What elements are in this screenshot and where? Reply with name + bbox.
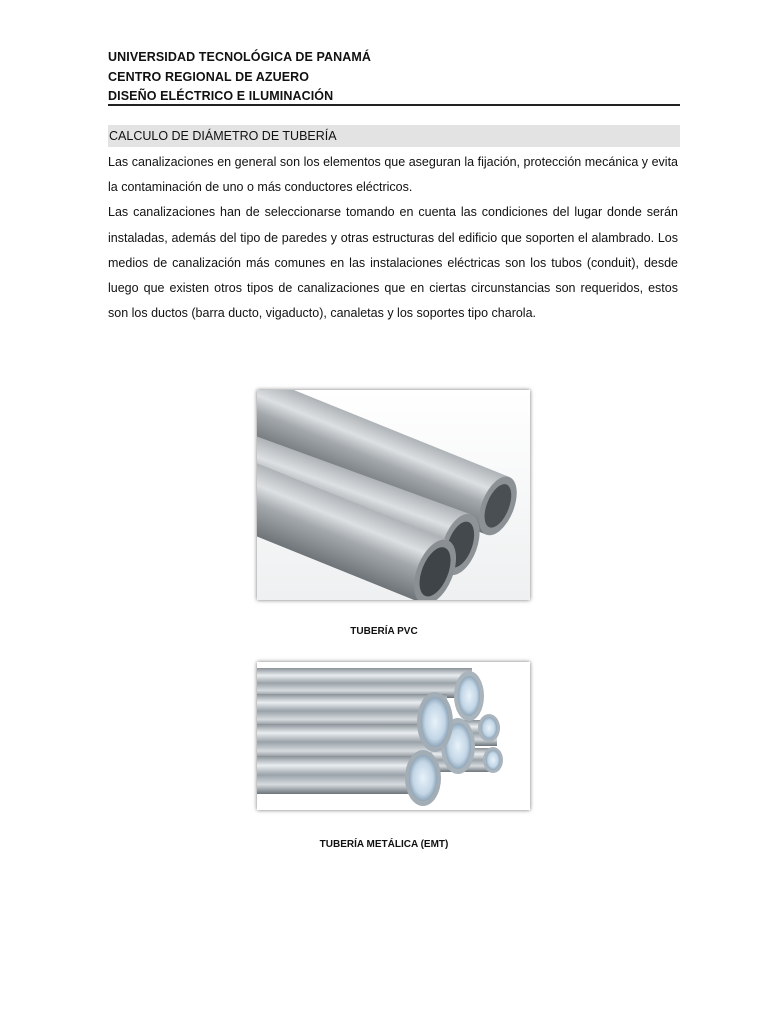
emt-pipe-illustration bbox=[257, 662, 530, 810]
paragraph-2: Las canalizaciones han de seleccionarse tomando en cuenta las condiciones del lugar donde serán instaladas, además del tipo de paredes y otras estructuras del edificio que soporten el alambrado. Los medios de canalización más comunes en las instalaciones eléctricas son los tubos (conduit), desde luego que existen otros tipos de canalizaciones que en ciertas circunstancias son requeridos, estos son los ductos (barra ducto, vigaducto), canaletas y los soportes tipo charola. bbox=[108, 205, 678, 321]
body-text bbox=[108, 150, 678, 326]
emt-pipe-photo bbox=[257, 662, 530, 810]
course-name: DISEÑO ELÉCTRICO E ILUMINACIÓN bbox=[108, 89, 334, 103]
pvc-caption: TUBERÍA PVC bbox=[350, 626, 418, 637]
header-divider bbox=[108, 104, 680, 106]
university-name: UNIVERSIDAD TECNOLÓGICA DE PANAMÁ bbox=[108, 50, 372, 64]
regional-center: CENTRO REGIONAL DE AZUERO bbox=[108, 69, 310, 84]
paragraph-1: Las canalizaciones en general son los elementos que aseguran la fijación, protección mecánica y evita la contaminación de uno o más conductores eléctricos. bbox=[108, 155, 678, 195]
pvc-pipe-illustration bbox=[257, 390, 530, 600]
section-title: CALCULO DE DIÁMETRO DE TUBERÍA bbox=[109, 129, 337, 143]
pvc-pipe-photo bbox=[257, 390, 530, 600]
document-header bbox=[108, 48, 680, 107]
emt-caption: TUBERÍA METÁLICA (EMT) bbox=[319, 839, 449, 850]
